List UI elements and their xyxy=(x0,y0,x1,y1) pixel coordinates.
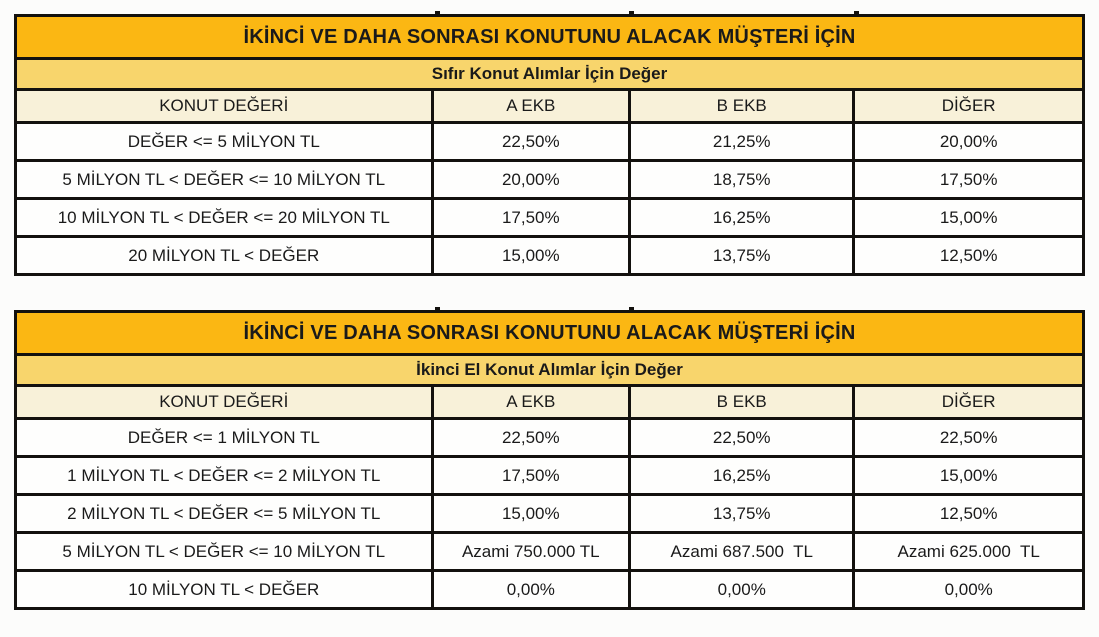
table-row xyxy=(16,457,1084,495)
table-row xyxy=(16,90,1084,123)
table-row xyxy=(16,123,1084,161)
cap-amount-cell: Azami 750.000 TL xyxy=(432,533,630,571)
rate-cell: 15,00% xyxy=(854,199,1084,237)
range-cell: 5 MİLYON TL < DEĞER <= 10 MİLYON TL xyxy=(16,533,433,571)
table-row xyxy=(16,16,1084,59)
rate-cell: 17,50% xyxy=(432,199,630,237)
rate-cell: 22,50% xyxy=(432,419,630,457)
column-header-b-ekb: B EKB xyxy=(630,90,854,123)
rate-cell: 15,00% xyxy=(854,457,1084,495)
rate-table-sifir xyxy=(14,14,1085,276)
column-header-diger: DİĞER xyxy=(854,386,1084,419)
table-row xyxy=(16,571,1084,609)
table-row xyxy=(16,59,1084,90)
rate-cell: 13,75% xyxy=(630,495,854,533)
rate-cell: 13,75% xyxy=(630,237,854,275)
crop-artifact-tick xyxy=(629,11,634,15)
table-subtitle: İkinci El Konut Alımlar İçin Değer xyxy=(16,355,1084,386)
cap-amount-cell: Azami 625.000 TL xyxy=(854,533,1084,571)
crop-artifact-tick xyxy=(629,307,634,311)
range-cell: DEĞER <= 1 MİLYON TL xyxy=(16,419,433,457)
rate-cell: 17,50% xyxy=(854,161,1084,199)
table-row xyxy=(16,533,1084,571)
table-ikinci-el-konut xyxy=(14,310,1085,610)
table-row xyxy=(16,199,1084,237)
table-title: İKİNCİ VE DAHA SONRASI KONUTUNU ALACAK MÜŞTERİ İÇİN xyxy=(16,16,1084,59)
rate-cell: 20,00% xyxy=(432,161,630,199)
table-row xyxy=(16,386,1084,419)
cap-amount-cell: Azami 687.500 TL xyxy=(630,533,854,571)
range-cell: 1 MİLYON TL < DEĞER <= 2 MİLYON TL xyxy=(16,457,433,495)
crop-artifact-tick xyxy=(854,11,859,15)
column-header-konut-degeri: KONUT DEĞERİ xyxy=(16,90,433,123)
rate-cell: 18,75% xyxy=(630,161,854,199)
rate-table-ikinci-el xyxy=(14,310,1085,610)
rate-cell: 21,25% xyxy=(630,123,854,161)
column-header-b-ekb: B EKB xyxy=(630,386,854,419)
rate-cell: 0,00% xyxy=(630,571,854,609)
rate-cell: 12,50% xyxy=(854,237,1084,275)
table-row xyxy=(16,495,1084,533)
column-header-konut-degeri: KONUT DEĞERİ xyxy=(16,386,433,419)
column-header-a-ekb: A EKB xyxy=(432,386,630,419)
range-cell: DEĞER <= 5 MİLYON TL xyxy=(16,123,433,161)
rate-cell: 22,50% xyxy=(432,123,630,161)
range-cell: 20 MİLYON TL < DEĞER xyxy=(16,237,433,275)
crop-artifact-tick xyxy=(435,11,440,15)
rate-cell: 16,25% xyxy=(630,457,854,495)
range-cell: 5 MİLYON TL < DEĞER <= 10 MİLYON TL xyxy=(16,161,433,199)
table-row xyxy=(16,312,1084,355)
rate-cell: 0,00% xyxy=(432,571,630,609)
table-sifir-konut xyxy=(14,14,1085,276)
rate-cell: 16,25% xyxy=(630,199,854,237)
range-cell: 10 MİLYON TL < DEĞER <= 20 MİLYON TL xyxy=(16,199,433,237)
rate-cell: 22,50% xyxy=(854,419,1084,457)
rate-cell: 15,00% xyxy=(432,495,630,533)
rate-cell: 20,00% xyxy=(854,123,1084,161)
table-row xyxy=(16,161,1084,199)
column-header-diger: DİĞER xyxy=(854,90,1084,123)
table-subtitle: Sıfır Konut Alımlar İçin Değer xyxy=(16,59,1084,90)
rate-cell: 0,00% xyxy=(854,571,1084,609)
table-row xyxy=(16,237,1084,275)
table-row xyxy=(16,419,1084,457)
rate-cell: 15,00% xyxy=(432,237,630,275)
table-title: İKİNCİ VE DAHA SONRASI KONUTUNU ALACAK MÜŞTERİ İÇİN xyxy=(16,312,1084,355)
rate-cell: 12,50% xyxy=(854,495,1084,533)
rate-cell: 22,50% xyxy=(630,419,854,457)
table-row xyxy=(16,355,1084,386)
column-header-a-ekb: A EKB xyxy=(432,90,630,123)
rate-cell: 17,50% xyxy=(432,457,630,495)
crop-artifact-tick xyxy=(435,307,440,311)
range-cell: 2 MİLYON TL < DEĞER <= 5 MİLYON TL xyxy=(16,495,433,533)
range-cell: 10 MİLYON TL < DEĞER xyxy=(16,571,433,609)
